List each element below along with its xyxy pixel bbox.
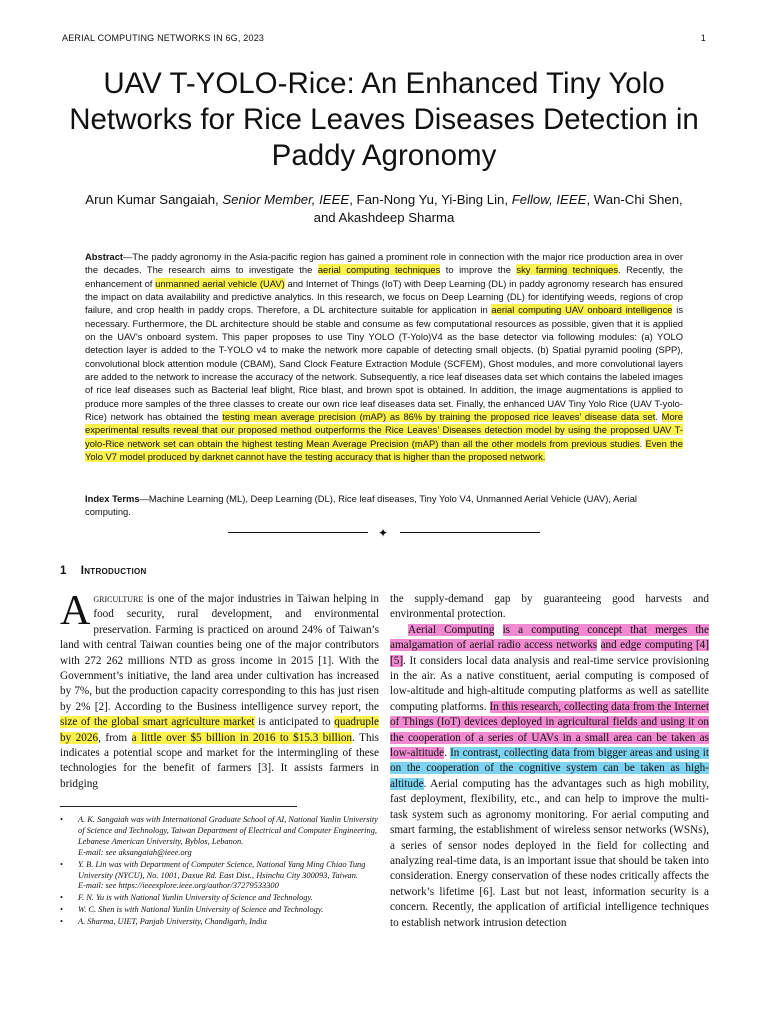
highlight: size of the global smart agriculture market (60, 716, 255, 729)
divider-line-right (400, 532, 540, 533)
right-column (390, 592, 709, 931)
body-text (494, 624, 502, 636)
author-6: and Akashdeep Sharma (313, 210, 455, 225)
abstract-text: . (639, 437, 646, 449)
index-terms (85, 492, 683, 519)
body-text: is one of the major industries in Taiwan helping in food security, rural development, and environmental preservation. Farming is practiced on around 24% of Taiwan’s land with central Taiwan counties being one of the major contributors with 272 262 millions NTD as gross income in 2015 [1]. With the Government’s initiative, the land area under cultivation has increased by 7%, but the production capacity corresponding to this has just risen by 2% [2]. According to the Business intelligence survey report, the (60, 593, 379, 713)
index-terms-label: Index Terms (85, 493, 140, 504)
paper-title: UAV T-YOLO-Rice: An Enhanced Tiny Yolo Networks for Rice Leaves Diseases Detection in Paddy Agronomy (69, 67, 699, 172)
running-header (62, 33, 706, 43)
author-1: Arun Kumar Sangaiah, (85, 192, 223, 207)
body-text: . This indicates a potential scope and market for the intermingling of these technologies for the benefit of farmers [3]. It assists farmers in bridging (60, 731, 380, 790)
section-title: Introduction (80, 565, 147, 577)
footnote-email: E-mail: see aksangaiah@ieee.org (78, 847, 192, 857)
author-list (40, 191, 728, 227)
running-title: AERIAL COMPUTING NETWORKS IN 6G, 2023 (62, 33, 265, 43)
highlight: Even the Yolo V7 model produced by darknet cannot have the testing accuracy that is higher than the proposed network. (85, 437, 683, 463)
abstract-text: to improve the (440, 264, 517, 276)
author-5: , Wan-Chi Shen, (586, 192, 683, 207)
footnote (60, 917, 379, 928)
section-divider (228, 526, 540, 540)
footnote-text: A. K. Sangaiah was with International Graduate School of AI, National Yunlin University of Science and Technology, Taiwan Department of Electrical and Computer Engineering, Lebanese American University, Byblos, Lebanon. (78, 815, 378, 846)
footnote-text: A. Sharma, UIET, Panjab University, Chandigarh, India (78, 917, 267, 927)
abstract-text: . Recently, the enhancement of (85, 264, 683, 289)
footnote-text: Y. B. Lin was with Department of Computer Science, National Yang Ming Chiao Tung University (NYCU), No. 1001, Daxue Rd. East Dist., Hsinchu City 300093, Taiwan. (78, 859, 366, 880)
footnote (60, 815, 379, 859)
body-text: . (444, 747, 451, 760)
author-4-role: Fellow, IEEE (511, 192, 587, 207)
lead-word: griculture (93, 593, 144, 605)
footnote-text: F. N. Yu is with National Yunlin University of Science and Technology. (78, 893, 313, 903)
abstract-text: and Internet of Things (IoT) with Deep Learning (DL) in paddy agronomy research has ensured the impact on data availability and predictive analytics. In this research, we focus on Deep Learning (DL) for identifying weeds, regions of crop failure, and crop health in paddy crops. Therefore, a DL architecture suitable for application in (85, 277, 683, 316)
highlight-pink: In this research, collecting data from the Internet of Things (IoT) devices deployed in agricultural fields and using it on the cooperation of a series of UAVs in a small area can be taken as low-altitude (390, 700, 709, 760)
paragraph: the supply-demand gap by guaranteeing good harvests and environmental protection. (390, 593, 709, 621)
highlight: sky farming techniques (516, 264, 619, 276)
footnote (60, 905, 379, 916)
page-number: 1 (700, 33, 706, 43)
diamond-icon: ✦ (378, 526, 389, 540)
abstract-text: . (655, 411, 662, 423)
abstract-label: Abstract (85, 251, 124, 262)
footnote (60, 860, 379, 893)
footnote-rule (60, 806, 297, 807)
highlight-pink: and edge computing [4] [5] (390, 639, 710, 667)
highlight-pink: Aerial Computing (408, 623, 495, 636)
intro-paragraph (60, 588, 380, 792)
footnote (60, 893, 379, 904)
abstract-text: —The paddy agronomy in the Asia-pacific region has gained a prominent role in connection with the major rice production area in over the decades. The research aims to investigate the (85, 251, 683, 276)
highlight-pink: is a computing concept that merges the amalgamation of aerial radio access networks (390, 623, 709, 652)
abstract-text: is necessary. Furthermore, the DL architecture should be stable and consume as few computational resources as possible, given that it is applied on the UAV’s onboard system. This paper proposes to use Tiny YOLO (T-Yolo)V4 as the base detector via following modules: (a) YOLO detection layer is added to the T-YOLO v4 to make the network more capable of detecting small objects. (b) Spatial pyramid pooling (SPP), convolutional block attention module (CBAM), Sand Clock Feature Extraction Module (SCFEM), Ghost modules, and more convolutional layers are added to the network to increase the accuracy of the network. Subsequently, a rice leaf diseases data set which contains the labeled images of rice leaf diseases such as Bacterial leaf blight, Rice blast, and brown spot is obtained. In addition, the image augmentations is applied to produce more samples of the three classes to create our own rice leaf diseases data set. Finally, the enhanced UAV Tiny Yolo Rice (UAV T-yolo-Rice) network has obtained the (85, 304, 684, 423)
highlight: quadruple by 2026 (60, 716, 379, 744)
body-text: , from (98, 731, 132, 744)
abstract (85, 250, 683, 464)
paragraph (390, 623, 709, 931)
highlight: aerial computing techniques (317, 264, 441, 276)
body-text: . It considers local data analysis and real-time service provisioning in the air. As a native constituent, aerial computing is composed of low-altitude and high-altitude computing platforms as well as satellite computing platforms. (390, 654, 709, 713)
left-column (60, 588, 380, 792)
section-heading (60, 565, 147, 577)
highlight: testing mean average precision (mAP) as 86% by training the proposed rice leaves’ disease data set (222, 411, 656, 423)
body-text: . Aerial computing has the advantages such as high mobility, fast deployment, flexibility, etc., and can help to improve the multi-task system such as agronomy monitoring. For aerial computing and smart farming, the establishment of wireless sensor networks (WSNs), a series of sensor nodes deployed in the field for collecting and analyzing real-time data, is an important issue that should be taken into consideration. Energy conservation of these nodes critically affects the network’s lifetime [6]. Last but not least, information security is a concern. Recently, the application of artificial intelligence techniques to establish network intrusion detection (390, 777, 709, 929)
author-1-role: Senior Member, IEEE (222, 192, 350, 207)
highlight: aerial computing UAV onboard intelligence (491, 304, 673, 316)
body-text: is anticipated to (254, 716, 335, 729)
section-number: 1 (60, 565, 67, 577)
highlight: unmanned aerial vehicle (UAV) (155, 277, 285, 289)
footnote-text: W. C. Shen is with National Yunlin University of Science and Technology. (78, 905, 324, 915)
highlight: More experimental results reveal that our proposed method outperforms the Rice Leaves’ Diseases detection model by using the proposed UAV T-yolo-Rice network set can obtain the highest testing Mean Average Precision (mAP) than all the other models from previous studies (85, 411, 683, 449)
divider-line-left (228, 532, 368, 533)
highlight-blue: In contrast, collecting data from bigger areas and using it on the cooperation of the cognitive system can be taken as high-altitude (390, 747, 709, 790)
index-terms-text: —Machine Learning (ML), Deep Learning (DL), Rice leaf diseases, Tiny Yolo V4, Unmanned Aerial Vehicle (UAV), Aerial computing. (85, 493, 638, 518)
highlight: a little over $5 billion in 2016 to $15.3 billion (131, 731, 353, 744)
drop-cap: A (60, 588, 91, 634)
footnote-email: E-mail: see https://ieeexplore.ieee.org/author/37279533300 (78, 881, 279, 891)
author-2-4: , Fan-Nong Yu, Yi-Bing Lin, (349, 192, 512, 207)
footnotes (60, 815, 379, 929)
